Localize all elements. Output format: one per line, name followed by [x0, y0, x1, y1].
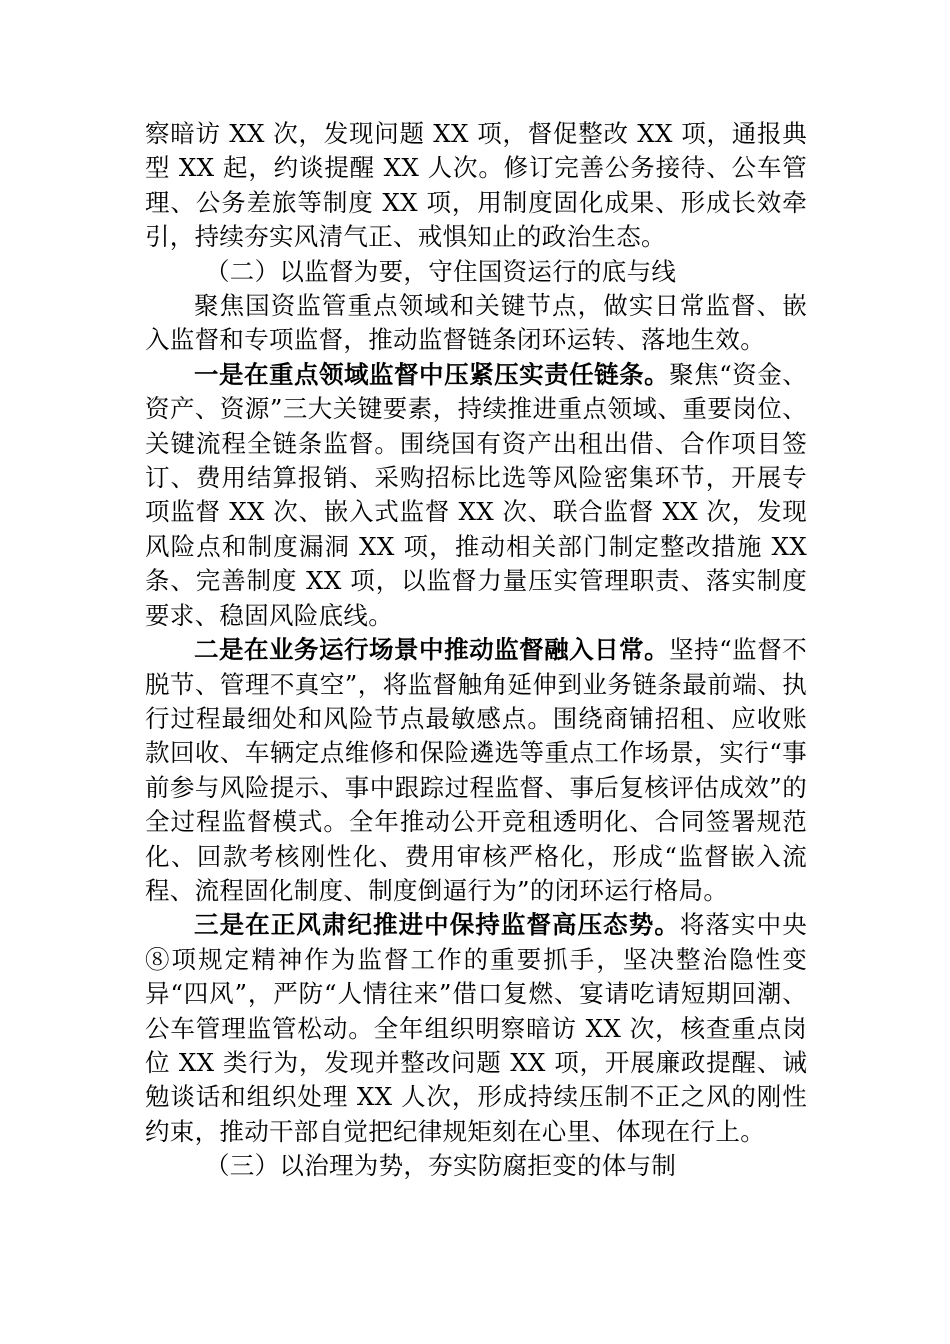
paragraph-intro: 聚焦国资监管重点领域和关键节点，做实日常监督、嵌入监督和专项监督，推动监督链条闭环运转、落地生效。	[145, 291, 807, 355]
point-1-body: 聚焦“资金、资产、资源”三大关键要素，持续推进重点领域、重要岗位、关键流程全链条监督。围绕国有资产出租出借、合作项目签订、费用结算报销、采购招标比选等风险密集环节，开展专项监督 XX 次、嵌入式监督 XX 次、联合监督 XX 次，发现风险点和制度漏洞 XX 项，推动相关部门制定整改措施 XX 条、完善制度 XX 项，以监督力量压实管理职责、落实制度要求、稳固风险底线。	[145, 359, 808, 630]
point-3-lead: 三是在正风肃纪推进中保持监督高压态势。	[194, 910, 680, 940]
paragraph-point-3	[145, 908, 807, 1149]
paragraph-point-2	[145, 633, 807, 908]
point-2-lead: 二是在业务运行场景中推动监督融入日常。	[194, 635, 670, 665]
section-heading-3: （三）以治理为势，夯实防腐拒变的体与制	[205, 1151, 677, 1181]
document-body	[145, 117, 807, 1184]
paragraph-continuation: 察暗访 XX 次，发现问题 XX 项，督促整改 XX 项，通报典型 XX 起，约谈提醒 XX 人次。修订完善公务接待、公车管理、公务差旅等制度 XX 项，用制度固化成果、形成长效牵引，持续夯实风清气正、戒惧知止的政治生态。	[145, 119, 807, 252]
point-1-lead: 一是在重点领域监督中压紧压实责任链条。	[194, 359, 670, 389]
point-2-body: 坚持“监督不脱节、管理不真空”，将监督触角延伸到业务链条最前端、执行过程最细处和风险节点最敏感点。围绕商铺招租、应收账款回收、车辆定点维修和保险遴选等重点工作场景，实行“事前参与风险提示、事中跟踪过程监督、事后复核评估成效”的全过程监督模式。全年推动公开竞租透明化、合同签署规范化、回款考核刚性化、费用审核严格化，形成“监督嵌入流程、流程固化制度、制度倒逼行为”的闭环运行格局。	[145, 635, 808, 905]
section-heading-2: （二）以监督为要，守住国资运行的底与线	[205, 256, 677, 286]
paragraph-point-1	[145, 358, 807, 633]
point-3-body: 将落实中央⑧项规定精神作为监督工作的重要抓手，坚决整治隐性变异“四风”，严防“人情往来”借口复燃、宴请吃请短期回潮、公车管理监管松动。全年组织明察暗访 XX 次，核查重点岗位 XX 类行为，发现并整改问题 XX 项，开展廉政提醒、诫勉谈话和组织处理 XX 人次，形成持续压制不正之风的刚性约束，推动干部自觉把纪律规矩刻在心里、体现在行上。	[145, 910, 808, 1146]
